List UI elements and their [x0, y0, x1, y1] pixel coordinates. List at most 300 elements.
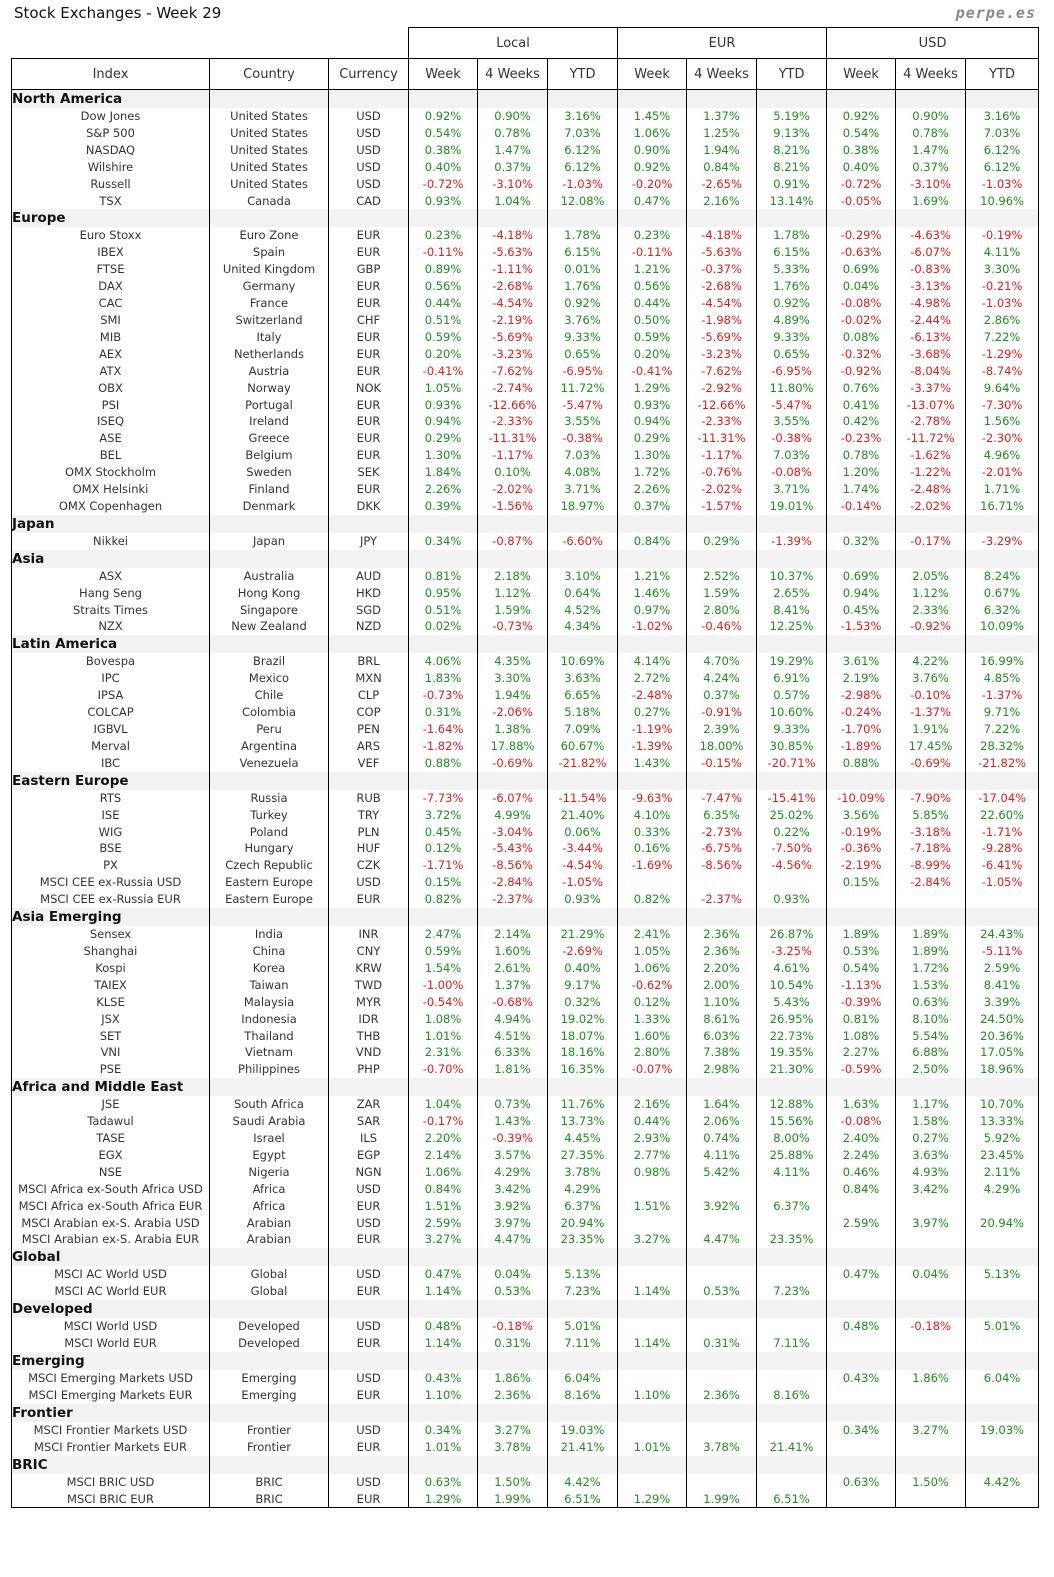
- table-row: [12, 618, 1039, 635]
- eur-4weeks-cell: -4.18%: [687, 227, 757, 244]
- table-row: [12, 397, 1039, 414]
- local-4weeks-cell: 2.14%: [478, 926, 548, 943]
- eur-4weeks-cell: -2.33%: [687, 413, 757, 430]
- country-cell: United States: [210, 108, 329, 125]
- country-cell: Netherlands: [210, 346, 329, 363]
- eur-ytd-cell: -5.47%: [757, 397, 827, 414]
- section-fill-cell: [478, 1248, 548, 1266]
- eur-ytd-cell: [757, 1215, 827, 1232]
- index-cell: S&P 500: [12, 125, 210, 142]
- usd-4weeks-cell: 3.27%: [896, 1422, 966, 1439]
- eur-4weeks-cell: 1.37%: [687, 108, 757, 125]
- local-ytd-cell: 0.93%: [548, 891, 618, 908]
- local-week-cell: 0.63%: [409, 1474, 478, 1491]
- country-cell: China: [210, 943, 329, 960]
- eur-week-cell: 0.33%: [618, 824, 687, 841]
- section-fill-cell: [548, 1078, 618, 1096]
- currency-cell: EUR: [329, 1283, 409, 1300]
- section-fill-cell: [409, 1404, 478, 1422]
- local-4weeks-cell: 3.78%: [478, 1439, 548, 1456]
- usd-ytd-cell: -0.21%: [966, 278, 1039, 295]
- section-header-row: [12, 209, 1039, 227]
- country-cell: Australia: [210, 568, 329, 585]
- currency-cell: CHF: [329, 312, 409, 329]
- section-fill-cell: [618, 515, 687, 533]
- eur-4weeks-cell: 5.42%: [687, 1164, 757, 1181]
- usd-ytd-cell: 0.67%: [966, 585, 1039, 602]
- usd-4weeks-cell: [896, 1439, 966, 1456]
- usd-ytd-cell: [966, 1231, 1039, 1248]
- eur-ytd-cell: 6.51%: [757, 1491, 827, 1508]
- local-week-cell: -0.73%: [409, 687, 478, 704]
- usd-week-cell: [827, 1491, 896, 1508]
- country-cell: Germany: [210, 278, 329, 295]
- eur-week-cell: 0.82%: [618, 891, 687, 908]
- usd-ytd-cell: 8.41%: [966, 977, 1039, 994]
- currency-cell: PHP: [329, 1061, 409, 1078]
- eur-week-cell: 1.06%: [618, 125, 687, 142]
- eur-week-cell: 2.80%: [618, 1044, 687, 1061]
- currency-cell: JPY: [329, 533, 409, 550]
- usd-4weeks-cell: -6.07%: [896, 244, 966, 261]
- table-row: [12, 261, 1039, 278]
- country-cell: Hong Kong: [210, 585, 329, 602]
- eur-ytd-cell: [757, 1422, 827, 1439]
- currency-cell: EGP: [329, 1147, 409, 1164]
- index-cell: WIG: [12, 824, 210, 841]
- section-title: Emerging: [12, 1352, 210, 1370]
- usd-4weeks-cell: [896, 1198, 966, 1215]
- usd-ytd-cell: -0.19%: [966, 227, 1039, 244]
- currency-cell: EUR: [329, 413, 409, 430]
- section-fill-cell: [618, 209, 687, 227]
- local-4weeks-cell: -0.73%: [478, 618, 548, 635]
- local-4weeks-cell: 1.47%: [478, 142, 548, 159]
- section-fill-cell: [409, 772, 478, 790]
- section-fill-cell: [329, 550, 409, 568]
- eur-4weeks-cell: -0.46%: [687, 618, 757, 635]
- country-cell: Eastern Europe: [210, 891, 329, 908]
- eur-ytd-cell: 0.92%: [757, 295, 827, 312]
- table-row: [12, 278, 1039, 295]
- eur-ytd-cell: 0.93%: [757, 891, 827, 908]
- index-cell: MSCI Africa ex-South Africa EUR: [12, 1198, 210, 1215]
- section-fill-cell: [329, 1300, 409, 1318]
- country-cell: Greece: [210, 430, 329, 447]
- col-header-local-ytd: YTD: [548, 59, 618, 90]
- index-cell: MSCI AC World EUR: [12, 1283, 210, 1300]
- local-ytd-cell: 60.67%: [548, 738, 618, 755]
- section-fill-cell: [896, 1078, 966, 1096]
- index-cell: DAX: [12, 278, 210, 295]
- usd-4weeks-cell: -2.78%: [896, 413, 966, 430]
- local-ytd-cell: -4.54%: [548, 857, 618, 874]
- eur-ytd-cell: 23.35%: [757, 1231, 827, 1248]
- usd-week-cell: 0.34%: [827, 1422, 896, 1439]
- local-ytd-cell: 7.11%: [548, 1335, 618, 1352]
- usd-week-cell: 1.74%: [827, 481, 896, 498]
- usd-4weeks-cell: 2.50%: [896, 1061, 966, 1078]
- eur-ytd-cell: 30.85%: [757, 738, 827, 755]
- country-cell: United States: [210, 142, 329, 159]
- local-week-cell: 0.89%: [409, 261, 478, 278]
- table-row: [12, 125, 1039, 142]
- section-fill-cell: [329, 515, 409, 533]
- usd-ytd-cell: 24.43%: [966, 926, 1039, 943]
- index-cell: MSCI CEE ex-Russia EUR: [12, 891, 210, 908]
- table-row: [12, 1422, 1039, 1439]
- eur-4weeks-cell: 0.29%: [687, 533, 757, 550]
- local-4weeks-cell: 1.81%: [478, 1061, 548, 1078]
- usd-week-cell: 1.63%: [827, 1096, 896, 1113]
- section-fill-cell: [210, 635, 329, 653]
- usd-ytd-cell: 28.32%: [966, 738, 1039, 755]
- table-row: [12, 1198, 1039, 1215]
- local-week-cell: 0.45%: [409, 824, 478, 841]
- usd-ytd-cell: 4.29%: [966, 1181, 1039, 1198]
- index-cell: FTSE: [12, 261, 210, 278]
- eur-4weeks-cell: 0.74%: [687, 1130, 757, 1147]
- usd-ytd-cell: 6.12%: [966, 142, 1039, 159]
- currency-cell: EUR: [329, 1491, 409, 1508]
- section-fill-cell: [210, 550, 329, 568]
- table-row: [12, 1181, 1039, 1198]
- usd-ytd-cell: 4.42%: [966, 1474, 1039, 1491]
- eur-4weeks-cell: 1.59%: [687, 585, 757, 602]
- currency-cell: USD: [329, 1422, 409, 1439]
- section-fill-cell: [329, 1404, 409, 1422]
- usd-week-cell: -0.19%: [827, 824, 896, 841]
- local-week-cell: 1.06%: [409, 1164, 478, 1181]
- table-row: [12, 312, 1039, 329]
- usd-4weeks-cell: -6.13%: [896, 329, 966, 346]
- section-fill-cell: [687, 515, 757, 533]
- usd-4weeks-cell: -3.68%: [896, 346, 966, 363]
- eur-week-cell: 0.27%: [618, 704, 687, 721]
- usd-4weeks-cell: 1.47%: [896, 142, 966, 159]
- section-fill-cell: [618, 550, 687, 568]
- usd-ytd-cell: [966, 1283, 1039, 1300]
- usd-week-cell: -0.08%: [827, 295, 896, 312]
- section-header-row: [12, 90, 1039, 109]
- index-cell: ASX: [12, 568, 210, 585]
- local-week-cell: 2.31%: [409, 1044, 478, 1061]
- usd-4weeks-cell: 0.63%: [896, 994, 966, 1011]
- local-week-cell: 0.43%: [409, 1370, 478, 1387]
- local-4weeks-cell: -2.68%: [478, 278, 548, 295]
- eur-4weeks-cell: 3.92%: [687, 1198, 757, 1215]
- section-fill-cell: [896, 1456, 966, 1474]
- usd-week-cell: 2.59%: [827, 1215, 896, 1232]
- index-cell: MSCI AC World USD: [12, 1266, 210, 1283]
- section-fill-cell: [966, 1404, 1039, 1422]
- local-week-cell: -1.71%: [409, 857, 478, 874]
- section-fill-cell: [210, 772, 329, 790]
- eur-week-cell: -1.39%: [618, 738, 687, 755]
- local-ytd-cell: 3.55%: [548, 413, 618, 430]
- local-ytd-cell: 6.04%: [548, 1370, 618, 1387]
- local-4weeks-cell: 4.51%: [478, 1028, 548, 1045]
- usd-4weeks-cell: 1.86%: [896, 1370, 966, 1387]
- usd-4weeks-cell: -2.48%: [896, 481, 966, 498]
- section-fill-cell: [757, 1352, 827, 1370]
- section-fill-cell: [329, 1248, 409, 1266]
- section-fill-cell: [757, 1300, 827, 1318]
- local-ytd-cell: 9.17%: [548, 977, 618, 994]
- local-4weeks-cell: -5.43%: [478, 840, 548, 857]
- usd-4weeks-cell: 0.78%: [896, 125, 966, 142]
- eur-ytd-cell: [757, 1181, 827, 1198]
- currency-cell: EUR: [329, 346, 409, 363]
- section-fill-cell: [478, 772, 548, 790]
- local-week-cell: 3.72%: [409, 807, 478, 824]
- eur-week-cell: 1.45%: [618, 108, 687, 125]
- currency-cell: EUR: [329, 363, 409, 380]
- eur-4weeks-cell: 0.53%: [687, 1283, 757, 1300]
- usd-week-cell: -0.36%: [827, 840, 896, 857]
- eur-week-cell: -0.62%: [618, 977, 687, 994]
- local-week-cell: 2.20%: [409, 1130, 478, 1147]
- table-row: [12, 159, 1039, 176]
- table-row: [12, 653, 1039, 670]
- local-4weeks-cell: -0.87%: [478, 533, 548, 550]
- local-ytd-cell: 6.12%: [548, 159, 618, 176]
- eur-ytd-cell: -0.38%: [757, 430, 827, 447]
- eur-week-cell: 0.97%: [618, 602, 687, 619]
- table-row: [12, 346, 1039, 363]
- usd-week-cell: -0.63%: [827, 244, 896, 261]
- index-cell: JSX: [12, 1011, 210, 1028]
- local-week-cell: 1.29%: [409, 1491, 478, 1508]
- section-fill-cell: [329, 772, 409, 790]
- usd-ytd-cell: 22.60%: [966, 807, 1039, 824]
- usd-ytd-cell: -21.82%: [966, 755, 1039, 772]
- currency-cell: CZK: [329, 857, 409, 874]
- section-fill-cell: [757, 209, 827, 227]
- currency-cell: AUD: [329, 568, 409, 585]
- currency-cell: CLP: [329, 687, 409, 704]
- local-4weeks-cell: 6.33%: [478, 1044, 548, 1061]
- usd-4weeks-cell: 1.89%: [896, 943, 966, 960]
- currency-cell: USD: [329, 1370, 409, 1387]
- eur-week-cell: [618, 1215, 687, 1232]
- usd-ytd-cell: 8.24%: [966, 568, 1039, 585]
- local-week-cell: -0.54%: [409, 994, 478, 1011]
- section-fill-cell: [618, 1248, 687, 1266]
- usd-week-cell: 1.20%: [827, 464, 896, 481]
- eur-4weeks-cell: 4.24%: [687, 670, 757, 687]
- eur-week-cell: 0.98%: [618, 1164, 687, 1181]
- eur-ytd-cell: 7.23%: [757, 1283, 827, 1300]
- eur-4weeks-cell: 2.06%: [687, 1113, 757, 1130]
- local-4weeks-cell: 0.31%: [478, 1335, 548, 1352]
- local-week-cell: 0.47%: [409, 1266, 478, 1283]
- section-fill-cell: [687, 209, 757, 227]
- usd-4weeks-cell: -0.83%: [896, 261, 966, 278]
- eur-ytd-cell: 22.73%: [757, 1028, 827, 1045]
- usd-4weeks-cell: 1.89%: [896, 926, 966, 943]
- section-fill-cell: [210, 515, 329, 533]
- local-4weeks-cell: -5.63%: [478, 244, 548, 261]
- currency-cell: EUR: [329, 227, 409, 244]
- eur-week-cell: 0.50%: [618, 312, 687, 329]
- section-header-row: [12, 908, 1039, 926]
- section-fill-cell: [757, 908, 827, 926]
- eur-4weeks-cell: 8.61%: [687, 1011, 757, 1028]
- section-title: Eastern Europe: [12, 772, 210, 790]
- usd-4weeks-cell: -8.99%: [896, 857, 966, 874]
- country-cell: Austria: [210, 363, 329, 380]
- table-row: [12, 687, 1039, 704]
- eur-ytd-cell: 4.61%: [757, 960, 827, 977]
- section-fill-cell: [757, 90, 827, 109]
- index-cell: COLCAP: [12, 704, 210, 721]
- index-cell: RTS: [12, 790, 210, 807]
- country-cell: Saudi Arabia: [210, 1113, 329, 1130]
- local-4weeks-cell: 1.59%: [478, 602, 548, 619]
- local-ytd-cell: 7.09%: [548, 721, 618, 738]
- currency-cell: EUR: [329, 447, 409, 464]
- usd-week-cell: 0.54%: [827, 960, 896, 977]
- eur-ytd-cell: 12.88%: [757, 1096, 827, 1113]
- currency-cell: GBP: [329, 261, 409, 278]
- usd-week-cell: -0.14%: [827, 498, 896, 515]
- local-ytd-cell: -2.69%: [548, 943, 618, 960]
- eur-4weeks-cell: 6.35%: [687, 807, 757, 824]
- local-ytd-cell: 0.65%: [548, 346, 618, 363]
- section-fill-cell: [409, 550, 478, 568]
- eur-4weeks-cell: -12.66%: [687, 397, 757, 414]
- eur-week-cell: 0.92%: [618, 159, 687, 176]
- country-cell: Eastern Europe: [210, 874, 329, 891]
- currency-cell: USD: [329, 142, 409, 159]
- eur-week-cell: 3.27%: [618, 1231, 687, 1248]
- eur-ytd-cell: 19.35%: [757, 1044, 827, 1061]
- section-fill-cell: [618, 1404, 687, 1422]
- country-cell: Argentina: [210, 738, 329, 755]
- eur-ytd-cell: 8.00%: [757, 1130, 827, 1147]
- section-fill-cell: [548, 90, 618, 109]
- local-ytd-cell: 5.01%: [548, 1318, 618, 1335]
- usd-ytd-cell: 13.33%: [966, 1113, 1039, 1130]
- usd-week-cell: [827, 1283, 896, 1300]
- eur-week-cell: 1.33%: [618, 1011, 687, 1028]
- country-cell: India: [210, 926, 329, 943]
- local-4weeks-cell: 17.88%: [478, 738, 548, 755]
- index-cell: ISE: [12, 807, 210, 824]
- index-cell: OMX Helsinki: [12, 481, 210, 498]
- index-cell: AEX: [12, 346, 210, 363]
- eur-week-cell: 1.30%: [618, 447, 687, 464]
- usd-4weeks-cell: -2.02%: [896, 498, 966, 515]
- local-ytd-cell: 23.35%: [548, 1231, 618, 1248]
- local-ytd-cell: 19.02%: [548, 1011, 618, 1028]
- table-row: [12, 807, 1039, 824]
- section-fill-cell: [966, 1352, 1039, 1370]
- usd-ytd-cell: 3.39%: [966, 994, 1039, 1011]
- eur-4weeks-cell: 2.36%: [687, 943, 757, 960]
- currency-cell: EUR: [329, 278, 409, 295]
- eur-4weeks-cell: [687, 1370, 757, 1387]
- usd-week-cell: [827, 1231, 896, 1248]
- local-week-cell: 0.81%: [409, 568, 478, 585]
- section-fill-cell: [966, 515, 1039, 533]
- usd-4weeks-cell: 1.17%: [896, 1096, 966, 1113]
- eur-4weeks-cell: -2.68%: [687, 278, 757, 295]
- usd-ytd-cell: 3.16%: [966, 108, 1039, 125]
- usd-4weeks-cell: -3.37%: [896, 380, 966, 397]
- local-ytd-cell: -11.54%: [548, 790, 618, 807]
- usd-week-cell: -0.29%: [827, 227, 896, 244]
- index-cell: EGX: [12, 1147, 210, 1164]
- section-fill-cell: [409, 1352, 478, 1370]
- local-4weeks-cell: 1.86%: [478, 1370, 548, 1387]
- usd-week-cell: [827, 891, 896, 908]
- country-cell: Africa: [210, 1198, 329, 1215]
- local-ytd-cell: 3.10%: [548, 568, 618, 585]
- section-fill-cell: [618, 635, 687, 653]
- local-4weeks-cell: -3.23%: [478, 346, 548, 363]
- eur-week-cell: 0.23%: [618, 227, 687, 244]
- local-4weeks-cell: -7.62%: [478, 363, 548, 380]
- section-fill-cell: [687, 1456, 757, 1474]
- currency-cell: NZD: [329, 618, 409, 635]
- local-week-cell: 1.01%: [409, 1028, 478, 1045]
- eur-ytd-cell: 7.03%: [757, 447, 827, 464]
- country-cell: France: [210, 295, 329, 312]
- local-4weeks-cell: 3.27%: [478, 1422, 548, 1439]
- section-fill-cell: [409, 1300, 478, 1318]
- country-cell: Global: [210, 1266, 329, 1283]
- local-4weeks-cell: -0.18%: [478, 1318, 548, 1335]
- local-4weeks-cell: -6.07%: [478, 790, 548, 807]
- country-cell: Arabian: [210, 1215, 329, 1232]
- col-header-local-4weeks: 4 Weeks: [478, 59, 548, 90]
- usd-week-cell: -1.53%: [827, 618, 896, 635]
- section-fill-cell: [210, 1078, 329, 1096]
- section-fill-cell: [896, 90, 966, 109]
- local-week-cell: 0.51%: [409, 602, 478, 619]
- usd-ytd-cell: 16.99%: [966, 653, 1039, 670]
- eur-ytd-cell: 10.37%: [757, 568, 827, 585]
- local-week-cell: 1.10%: [409, 1387, 478, 1404]
- table-row: [12, 363, 1039, 380]
- usd-4weeks-cell: -11.72%: [896, 430, 966, 447]
- eur-week-cell: 0.29%: [618, 430, 687, 447]
- section-fill-cell: [757, 550, 827, 568]
- local-4weeks-cell: -2.33%: [478, 413, 548, 430]
- usd-week-cell: 0.40%: [827, 159, 896, 176]
- table-row: [12, 533, 1039, 550]
- index-cell: ISEQ: [12, 413, 210, 430]
- local-4weeks-cell: 0.90%: [478, 108, 548, 125]
- eur-4weeks-cell: -2.02%: [687, 481, 757, 498]
- usd-4weeks-cell: -1.37%: [896, 704, 966, 721]
- local-4weeks-cell: 1.43%: [478, 1113, 548, 1130]
- usd-4weeks-cell: 0.90%: [896, 108, 966, 125]
- local-week-cell: 3.27%: [409, 1231, 478, 1248]
- eur-ytd-cell: 0.65%: [757, 346, 827, 363]
- brand-logo: perpe.es: [955, 4, 1036, 22]
- index-cell: MSCI Emerging Markets USD: [12, 1370, 210, 1387]
- usd-week-cell: -0.59%: [827, 1061, 896, 1078]
- table-body: [12, 90, 1039, 1508]
- column-header-row: [12, 59, 1039, 90]
- eur-ytd-cell: 4.89%: [757, 312, 827, 329]
- local-ytd-cell: 0.64%: [548, 585, 618, 602]
- index-cell: MSCI Frontier Markets EUR: [12, 1439, 210, 1456]
- usd-week-cell: 3.61%: [827, 653, 896, 670]
